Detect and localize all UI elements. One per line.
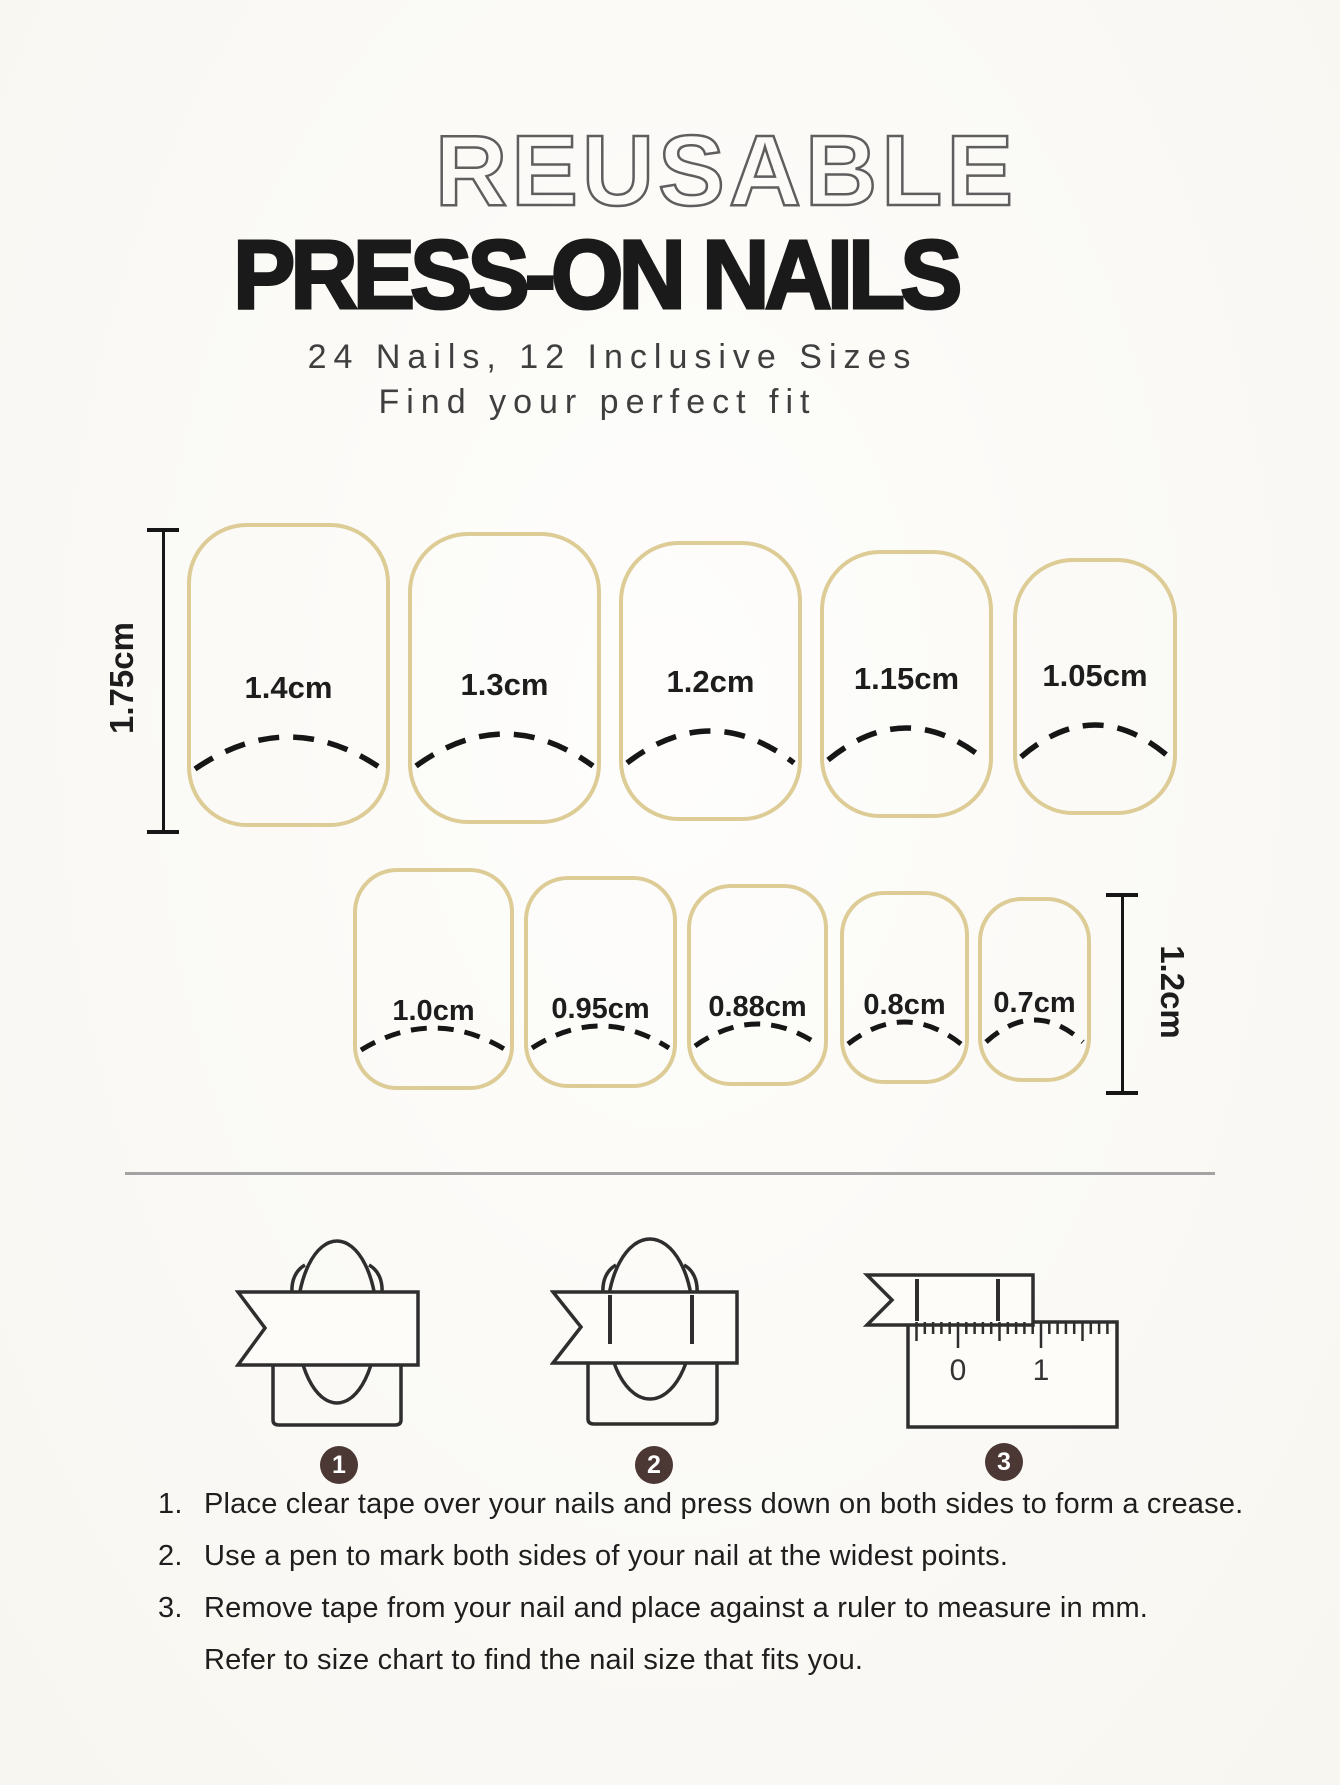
step-1-illustration	[235, 1232, 440, 1437]
dimension-line-right	[1106, 893, 1138, 1095]
nail-width-label: 0.88cm	[708, 991, 807, 1023]
nail-outline	[187, 523, 390, 827]
instruction-number	[158, 1634, 204, 1686]
nail-outline	[1013, 558, 1177, 815]
nail-width-label: 0.7cm	[993, 987, 1076, 1019]
nail-outline	[840, 891, 969, 1084]
tape-banner	[553, 1292, 737, 1363]
smile-line	[191, 705, 386, 777]
smile-line-path	[416, 734, 593, 766]
ruler-number-1: 1	[1032, 1354, 1050, 1387]
smile-line-path	[986, 1020, 1083, 1042]
instruction-line	[158, 1478, 1258, 1530]
smile-line	[412, 702, 597, 774]
nail-outline	[619, 541, 802, 821]
nail-outline	[820, 550, 993, 818]
step-badge-3: 3	[985, 1443, 1023, 1481]
nail-width-label: 1.15cm	[853, 661, 960, 696]
title-main-text: PRESS-ON NAILS	[232, 220, 958, 329]
title-main	[0, 220, 1190, 330]
title-outline: REUSABLE	[435, 115, 1018, 227]
nail-outline	[524, 876, 677, 1088]
instructions-list	[158, 1478, 1258, 1686]
smile-line-path	[361, 1028, 506, 1050]
nail-width-label: 0.8cm	[863, 989, 946, 1021]
finger-body	[588, 1363, 717, 1424]
nail-outline	[978, 897, 1091, 1082]
step-2-illustration	[550, 1232, 745, 1437]
section-divider	[125, 1172, 1215, 1175]
dimension-line-left	[147, 528, 179, 834]
nail-width-label: 1.3cm	[460, 667, 549, 702]
nail-width-label: 1.2cm	[666, 664, 755, 699]
smile-line-path	[1021, 725, 1169, 757]
ruler-body	[908, 1322, 1117, 1427]
instruction-number: 3.	[158, 1592, 183, 1624]
dimension-cap	[147, 830, 179, 834]
smile-line	[528, 1004, 673, 1054]
instruction-text: Refer to size chart to find the nail size that fits you.	[204, 1644, 864, 1676]
nail-outline	[353, 868, 514, 1090]
tape-banner	[867, 1275, 1033, 1325]
dimension-label-left: 1.75cm	[103, 622, 140, 734]
nail-outline	[687, 884, 828, 1086]
instruction-number: 1.	[158, 1488, 183, 1520]
smile-line-path	[532, 1026, 669, 1048]
dimension-label-right: 1.2cm	[1154, 945, 1191, 1039]
instruction-text: Remove tape from your nail and place against a ruler to measure in mm.	[204, 1592, 1149, 1624]
smile-line-path	[828, 728, 985, 760]
instruction-line	[158, 1582, 1258, 1634]
smile-line	[1017, 693, 1173, 765]
ruler-number-0: 0	[949, 1354, 967, 1387]
dimension-stem	[162, 530, 165, 832]
dimension-stem	[1121, 895, 1124, 1093]
nail-outline	[408, 532, 601, 824]
finger-body	[273, 1365, 401, 1425]
smile-line-path	[195, 737, 382, 769]
instruction-text: Use a pen to mark both sides of your nail at the widest points.	[204, 1540, 1009, 1572]
step-badge-1: 1	[320, 1446, 358, 1484]
instruction-line	[158, 1634, 1258, 1686]
smile-line-path	[627, 731, 794, 763]
smile-line	[844, 1000, 965, 1050]
step-badge-2: 2	[635, 1446, 673, 1484]
nail-width-label: 0.95cm	[551, 993, 650, 1025]
instruction-text: Place clear tape over your nails and press down on both sides to form a crease.	[204, 1488, 1244, 1520]
subtitle-count: 24 Nails, 12 Inclusive Sizes	[307, 338, 918, 376]
smile-line-path	[848, 1022, 961, 1044]
nail-width-label: 1.05cm	[1042, 658, 1148, 693]
smile-line	[357, 1006, 510, 1056]
subtitle-tagline: Find your perfect fit	[378, 383, 817, 421]
dimension-cap	[1106, 1091, 1138, 1095]
nail-width-label: 1.0cm	[392, 995, 475, 1027]
step-3-illustration	[858, 1262, 1133, 1437]
smile-line	[824, 696, 989, 768]
instruction-line	[158, 1530, 1258, 1582]
smile-line	[982, 998, 1087, 1048]
instruction-number: 2.	[158, 1540, 183, 1572]
smile-line	[691, 1002, 824, 1052]
smile-line	[623, 699, 798, 771]
nail-width-label: 1.4cm	[244, 670, 333, 705]
smile-line-path	[695, 1024, 820, 1046]
tape-banner	[238, 1292, 418, 1365]
